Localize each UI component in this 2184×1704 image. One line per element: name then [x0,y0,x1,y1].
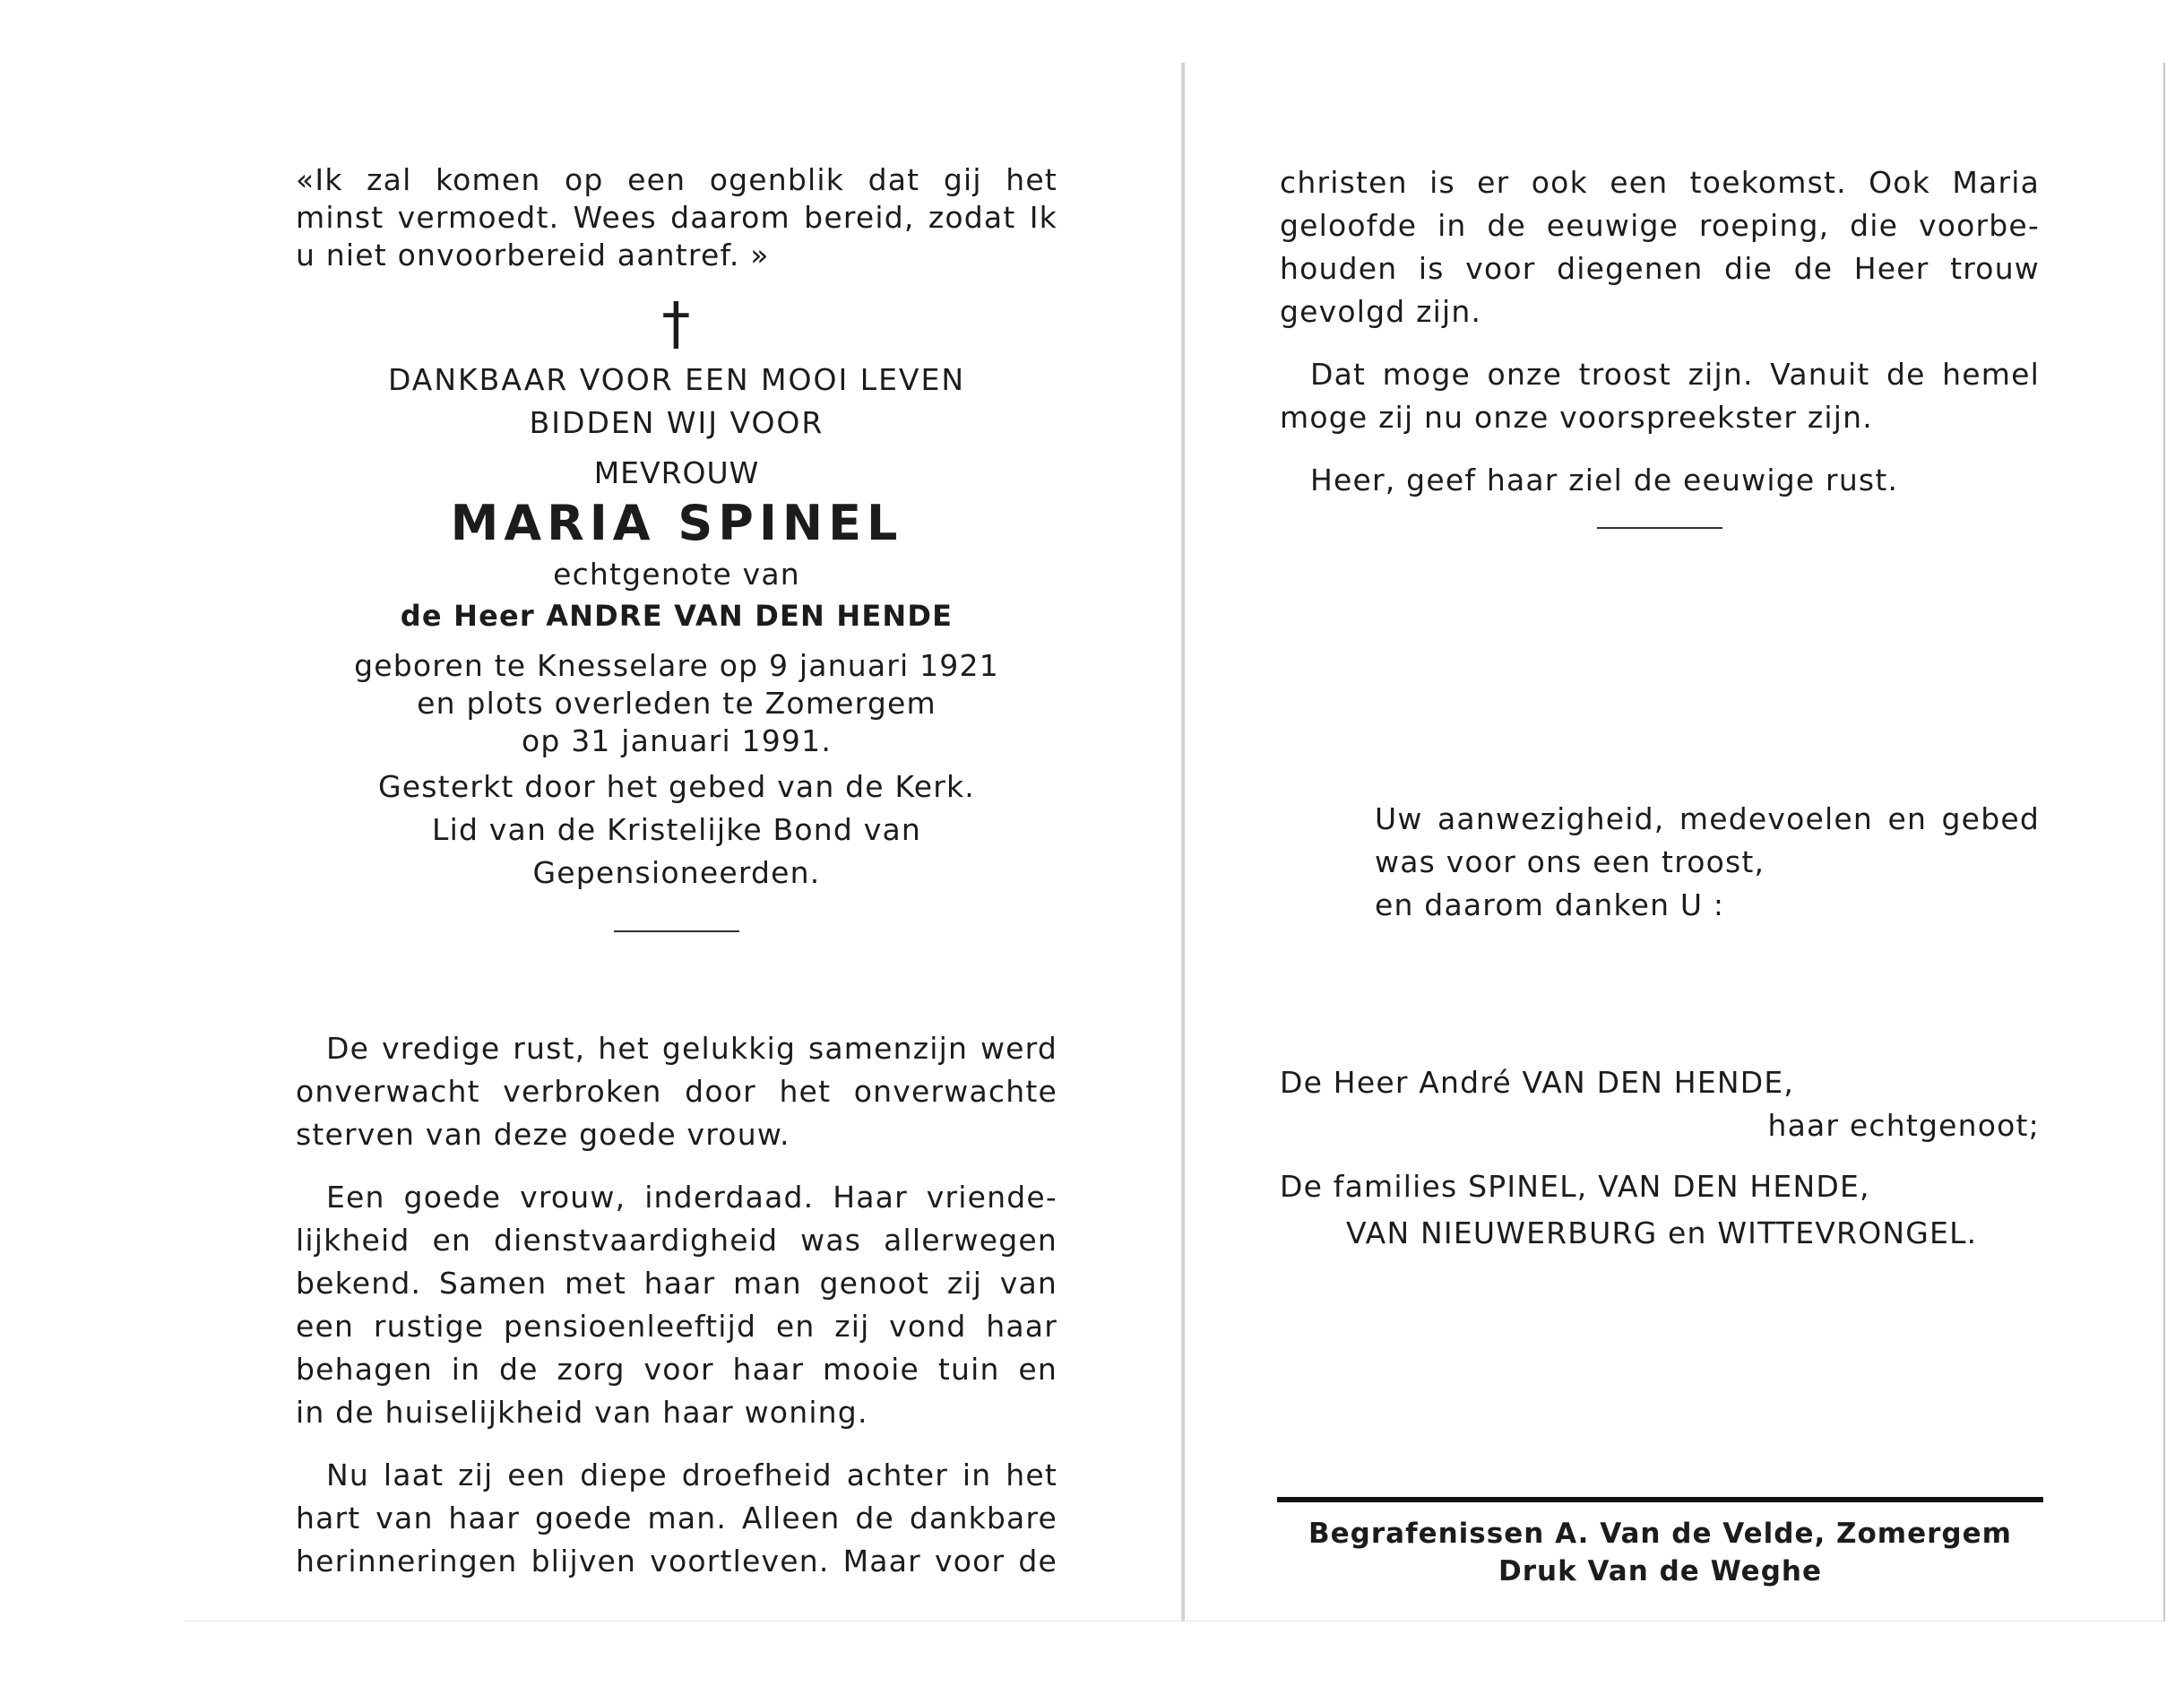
thanks-block [1375,798,2040,927]
thanks-line: Uw aanwezigheid, medevoelen en gebed [1375,801,2040,836]
families-line-cont: VAN NIEUWERBURG en WITTEVRONGEL. [1346,1215,1978,1250]
deceased-name: MARIA SPINEL [450,495,903,551]
paragraph [296,1176,1057,1434]
undertaker-line: Begrafenissen A. Van de Velde, Zomergem [1308,1518,2012,1550]
membership-line: Lid van de Kristelijke Bond van Gepensioneerden. [432,812,921,890]
paragraph [1280,353,2040,439]
bio-line: op 31 januari 1991. [521,723,833,758]
right-column [1280,161,2040,1255]
footer-divider [1277,1497,2043,1502]
paragraph-line: sterven van deze goede vrouw. [296,1117,790,1152]
paragraph-line: herinneringen blijven voortleven. Maar voor de [296,1544,1057,1579]
bio-line: en plots overleden te Zomergem [417,686,937,721]
paragraph-line: christen is er ook een toekomst. Ook Maria [1280,165,2040,200]
quote-line: «Ik zal komen op een ogenblik dat gij het [296,162,1057,197]
paragraph [296,1454,1057,1583]
thanks-line: was voor ons een troost, [1375,844,1765,879]
paragraph-line: De vredige rust, het gelukkig samenzijn werd [326,1031,1057,1066]
cross-icon: † [661,291,692,358]
paragraph-line: Nu laat zij een diepe droefheid achter in het [326,1457,1057,1492]
paragraph-line: bekend. Samen met haar man genoot zij van [296,1266,1057,1301]
bible-quote [296,161,1057,274]
husband-role: haar echtgenoot; [1767,1108,2040,1143]
paragraph-line: Een goede vrouw, inderdaad. Haar vriende- [326,1180,1057,1215]
husband-line: De Heer André VAN DEN HENDE, [1280,1065,1795,1100]
paragraph-line: Dat moge onze troost zijn. Vanuit de hemel [1310,357,2040,392]
paragraph-line: behagen in de zorg voor haar mooie tuin en [296,1352,1057,1387]
prayer-line [1280,459,2040,502]
bio-line: geboren te Knesselare op 9 januari 1921 [354,648,999,683]
families-line: De families SPINEL, VAN DEN HENDE, [1280,1169,1870,1204]
paragraph-line: hart van haar goede man. Alleen de dankbare [296,1501,1057,1535]
paragraph-line: gevolgd zijn. [1280,294,1482,329]
left-column [296,161,1057,1583]
paragraph-line: lijkheid en dienstvaardigheid was allerwegen [296,1223,1057,1258]
paragraph-line: houden is voor diegenen die de Heer trouw [1280,251,2040,286]
paragraph-line: Heer, geef haar ziel de eeuwige rust. [1310,463,1899,497]
church-line: Gesterkt door het gebed van de Kerk. [378,769,975,804]
divider [1597,527,1722,529]
paragraph-line: een rustige pensioenleeftijd en zij vond haar [296,1309,1057,1344]
footer [1277,1515,2043,1590]
quote-line: minst vermoedt. Wees daarom bereid, zodat Ik [296,200,1057,235]
spouse-prefix: echtgenote van [553,557,800,592]
family-block [1280,1061,2040,1255]
thanks-line: en daarom danken U : [1375,887,1725,922]
title-mevrouw: MEVROUW [593,455,760,490]
paragraph-line: onverwacht verbroken door het onverwachte [296,1074,1057,1109]
paragraph-line: in de huiselijkheid van haar woning. [296,1395,868,1430]
paragraph [296,1027,1057,1156]
heading-line: BIDDEN WIJ VOOR [529,405,824,440]
heading-line: DANKBAAR VOOR EEN MOOI LEVEN [387,362,966,397]
divider [614,930,739,932]
printer-line: Druk Van de Weghe [1498,1555,1822,1587]
paragraph [1280,161,2040,333]
paragraph-line: geloofde in de eeuwige roeping, die voorbe- [1280,208,2040,243]
quote-line: u niet onvoorbereid aantref. » [296,238,770,272]
spouse-name: de Heer ANDRE VAN DEN HENDE [400,599,954,633]
paragraph-line: moge zij nu onze voorspreekster zijn. [1280,400,1873,435]
